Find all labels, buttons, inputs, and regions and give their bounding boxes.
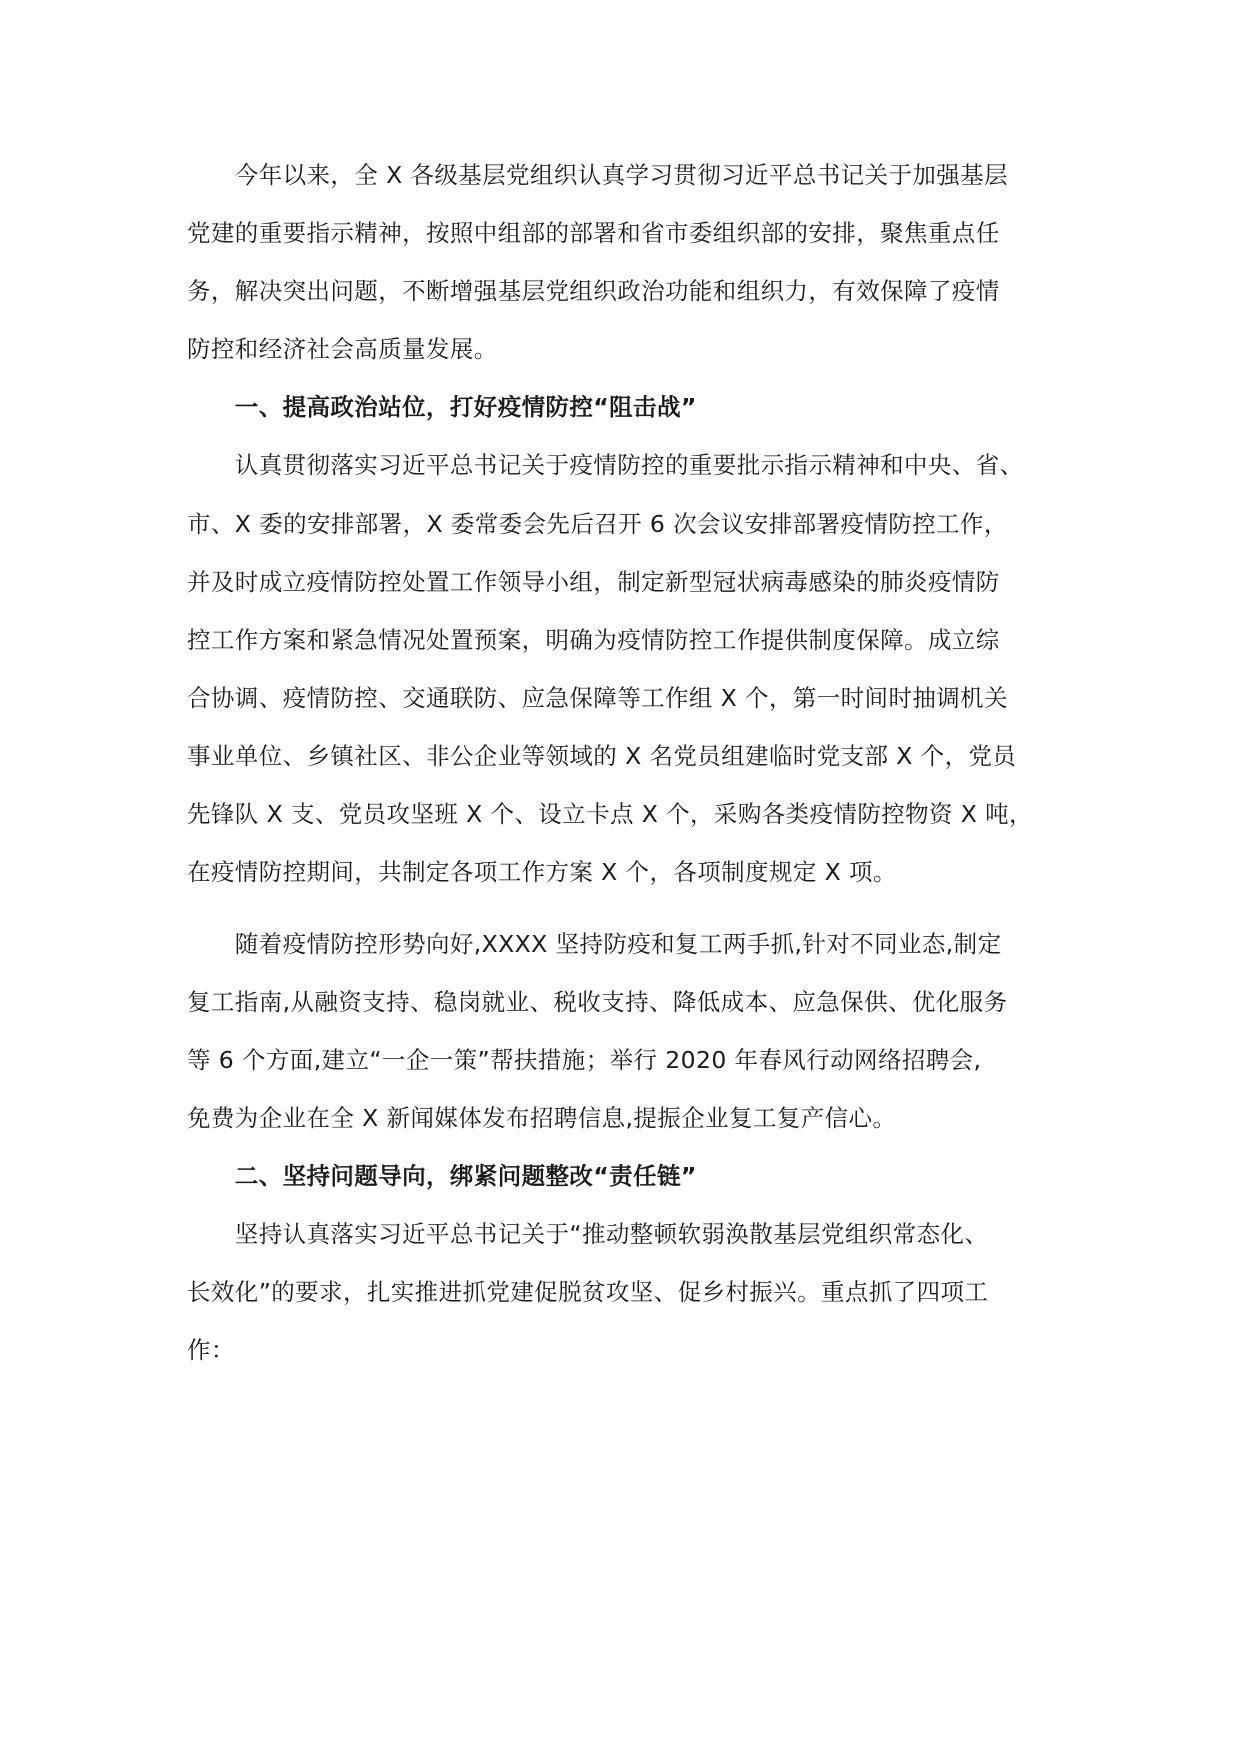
paragraph-2-line-7: 先锋队 X 支、党员攻坚班 X 个、设立卡点 X 个，采购各类疫情防控物资 X 吨， [187,800,1033,828]
paragraph-1-line-2: 党建的重要指示精神，按照中组部的部署和省市委组织部的安排，聚焦重点任 [187,219,1000,247]
paragraph-2-line-8: 在疫情防控期间，共制定各项工作方案 X 个，各项制度规定 X 项。 [187,858,897,886]
paragraph-3-line-4: 免费为企业在全 X 新闻媒体发布招聘信息,提振企业复工复产信心。 [187,1104,897,1132]
document-body [187,0,1053,1754]
paragraph-3-line-1: 随着疫情防控形势向好,XXXX 坚持防疫和复工两手抓,针对不同业态,制定 [187,930,1002,958]
section-heading-2: 二、坚持问题导向，绑紧问题整改“责任链” [187,1162,697,1190]
paragraph-2-line-1: 认真贯彻落实习近平总书记关于疫情防控的重要批示指示精神和中央、省、 [187,451,1024,479]
paragraph-4-line-2: 长效化”的要求，扎实推进抓党建促脱贫攻坚、促乡村振兴。重点抓了四项工 [187,1278,989,1306]
paragraph-3-line-3: 等 6 个方面,建立“一企一策”帮扶措施；举行 2020 年春风行动网络招聘会, [187,1046,982,1074]
paragraph-3-line-2: 复工指南,从融资支持、稳岗就业、税收支持、降低成本、应急保供、优化服务 [187,988,1008,1016]
paragraph-2-line-5: 合协调、疫情防控、交通联防、应急保障等工作组 X 个，第一时间时抽调机关 [187,684,1008,712]
paragraph-2-line-2: 市、X 委的安排部署，X 委常委会先后召开 6 次会议安排部署疫情防控工作， [187,510,1008,538]
section-heading-1: 一、提高政治站位，打好疫情防控“阻击战” [187,393,697,421]
paragraph-4-line-3: 作： [187,1336,235,1364]
paragraph-2-line-3: 并及时成立疫情防控处置工作领导小组，制定新型冠状病毒感染的肺炎疫情防 [187,568,1000,596]
paragraph-1-line-1: 今年以来，全 X 各级基层党组织认真学习贯彻习近平总书记关于加强基层 [187,161,1008,189]
paragraph-2-line-4: 控工作方案和紧急情况处置预案，明确为疫情防控工作提供制度保障。成立综 [187,626,1000,654]
paragraph-4-line-1: 坚持认真落实习近平总书记关于“推动整顿软弱涣散基层党组织常态化、 [187,1220,989,1248]
paragraph-1-line-3: 务，解决突出问题，不断增强基层党组织政治功能和组织力，有效保障了疫情 [187,277,1000,305]
paragraph-1-line-4: 防控和经济社会高质量发展。 [187,335,498,363]
paragraph-2-line-6: 事业单位、乡镇社区、非公企业等领域的 X 名党员组建临时党支部 X 个，党员 [187,742,1017,770]
